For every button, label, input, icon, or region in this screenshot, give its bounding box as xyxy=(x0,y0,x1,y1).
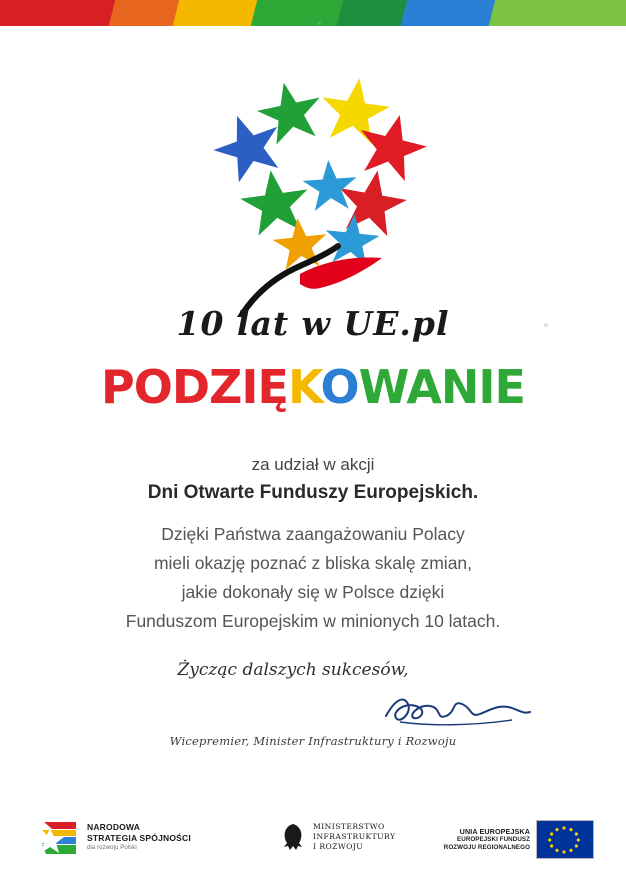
signatory-title: Wicepremier, Minister Infrastruktury i Rozwoju xyxy=(169,734,457,748)
nss-mark-icon xyxy=(36,818,80,858)
eu-flower-stars-icon xyxy=(0,42,626,317)
body-copy xyxy=(0,452,626,636)
page-title xyxy=(0,360,626,414)
closing-wish: Życząc dalszych sukcesów, xyxy=(177,660,409,680)
closing-block xyxy=(0,660,626,748)
title-part-6: ANIE xyxy=(406,360,525,414)
footer-logos xyxy=(0,808,626,878)
handwritten-signature xyxy=(0,686,626,734)
title-part-4: O xyxy=(320,360,359,414)
paragraph-line-1: Dzięki Państwa zaangażowaniu Polacy xyxy=(161,524,465,544)
eu-text-block xyxy=(444,828,530,852)
ministry-text-block xyxy=(313,822,395,852)
intro-line: za udział w akcji xyxy=(251,455,375,474)
paragraph-line-2: mieli okazję poznać z bliska skalę zmian, xyxy=(153,553,473,573)
title-part-5: W xyxy=(358,360,407,414)
colored-top-ribbon xyxy=(0,0,626,26)
eu-line-3: ROZWOJU REGIONALNEGO xyxy=(443,843,530,851)
eu-logo xyxy=(444,820,594,859)
paragraph-line-3: jakie dokonały się w Polsce dzięki xyxy=(181,582,445,602)
eu-line-1: UNIA EUROPEJSKA xyxy=(459,826,530,836)
nss-line-3: dla rozwoju Polski xyxy=(87,845,137,852)
polish-eagle-emblem-icon xyxy=(280,822,306,852)
action-name: Dni Otwarte Funduszy Europejskich. xyxy=(147,482,479,503)
title-part-2: Ę xyxy=(257,360,288,414)
ministry-line-3: I ROZWOJU xyxy=(313,842,364,851)
european-union-flag-icon xyxy=(536,820,594,859)
ministry-line-1: MINISTERSTWO xyxy=(313,822,385,831)
paragraph-line-4: Funduszom Europejskim w minionych 10 latach. xyxy=(125,611,501,631)
scan-artifact xyxy=(318,22,321,25)
title-part-3: K xyxy=(287,360,321,414)
ministry-line-2: INFRASTRUKTURY xyxy=(313,832,396,841)
logo-caption: 10 lat w UE.pl xyxy=(176,304,450,343)
nss-logo xyxy=(36,818,191,858)
nss-line-1: NARODOWA xyxy=(87,822,141,833)
eu-line-2: EUROPEJSKI FUNDUSZ xyxy=(457,835,530,843)
eu-flower-logo xyxy=(0,42,626,343)
title-part-1: PODZI xyxy=(101,360,258,414)
nss-line-2: STRATEGIA SPÓJNOŚCI xyxy=(87,832,191,843)
nss-text-block xyxy=(87,822,191,854)
ministry-logo xyxy=(280,822,395,852)
